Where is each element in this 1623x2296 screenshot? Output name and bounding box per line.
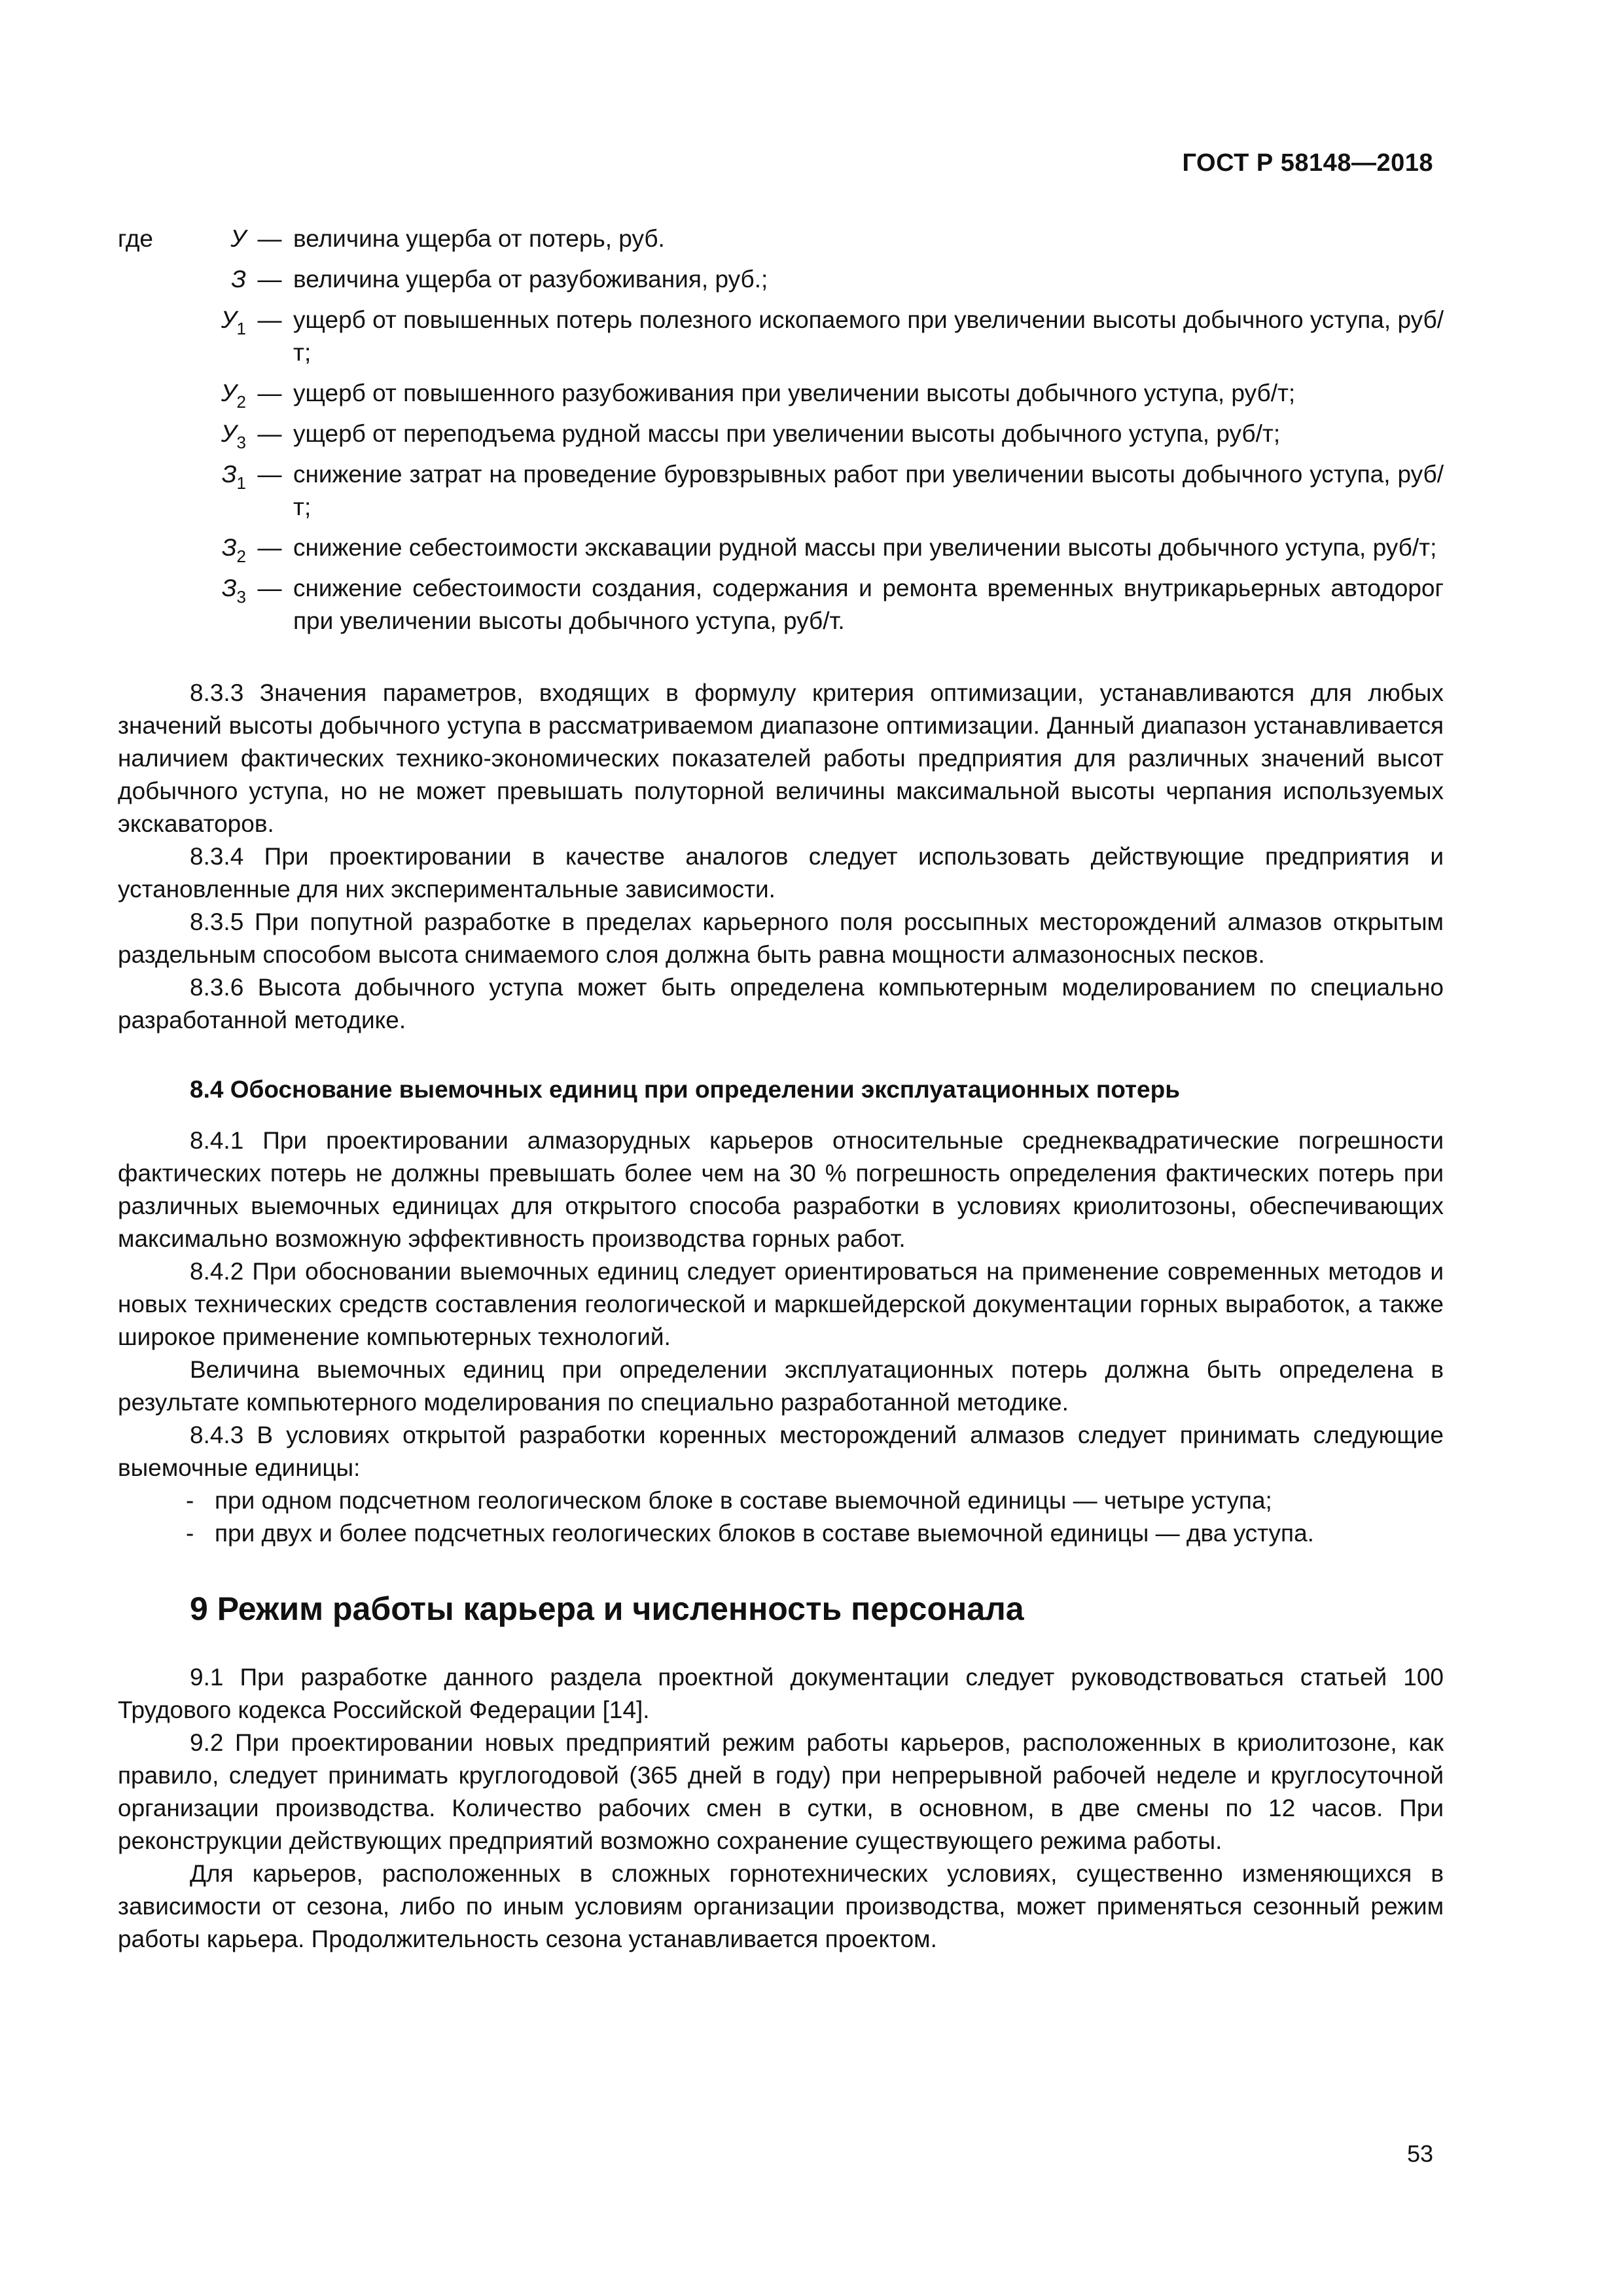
paragraph-8-3-6: 8.3.6 Высота добычного уступа может быть определена компьютерным моделированием по специально разработанной методике. [118,974,1444,1033]
dash: — [257,575,282,601]
definition-row [118,418,1444,450]
dash: — [257,380,282,406]
list-item-text: при двух и более подсчетных геологических блоков в составе выемочной единицы — два уступа. [215,1520,1314,1547]
symbol: $З_1$ [221,461,246,493]
paragraph-8-3-4: 8.3.4 При проектировании в качестве аналогов следует использовать действующие предприятия и установленные для них экспериментальные зависимости. [118,843,1444,903]
paragraph-8-4-3: 8.4.3 В условиях открытой разработки коренных месторождений алмазов следует принимать следующие выемочные единицы: [118,1422,1444,1481]
paragraph-8-4-1: 8.4.1 При проектировании алмазорудных карьеров относительные среднеквадратические погрешности фактических потерь не должны превышать более чем на 30 % погрешность определения фактических потерь при различных выемочных единицах для открытого способа разработки в условиях криолитозоны, обеспечивающих максимально возможную эффективность производства горных работ. [118,1127,1444,1252]
dash: — [257,306,282,333]
paragraph-9-2-continued: Для карьеров, расположенных в сложных горнотехнических условиях, существенно изменяющихся в зависимости от сезона, либо по иным условиям организации производства, может применяться сезонный режим работы карьера. Продолжительность сезона устанавливается проектом. [118,1860,1444,1952]
symbol: $З_3$ [221,575,246,607]
definition-row [118,223,1444,255]
dash-bullet: - [186,1487,194,1514]
page-number: 53 [1406,2140,1433,2167]
paragraph-8-4-2: 8.4.2 При обосновании выемочных единиц следует ориентироваться на применение современных методов и новых технических средств составления геологической и маркшейдерской документации горных выработок, а также широкое применение компьютерных технологий. [118,1258,1444,1350]
definition-row [118,263,1444,296]
paragraph-9-1: 9.1 При разработке данного раздела проектной документации следует руководствоваться статьей 100 Трудового кодекса Российской Федерации [14]. [118,1664,1444,1723]
definitions-list [118,223,1444,637]
symbol: У [230,225,246,252]
definition-text: величина ущерба от разубоживания, руб.; [293,266,768,293]
section-heading-9: 9 Режим работы карьера и численность персонала [190,1590,1024,1627]
definition-text: ущерб от повышенных потерь полезного ископаемого при увеличении высоты добычного уступа, руб/т; [293,306,1444,366]
definition-text: снижение затрат на проведение буровзрывных работ при увеличении высоты добычного уступа, руб/т; [293,461,1444,520]
definition-text: величина ущерба от потерь, руб. [293,225,665,252]
paragraph-8-4-2-continued: Величина выемочных единиц при определении эксплуатационных потерь должна быть определена в результате компьютерного моделирования по специально разработанной методике. [118,1356,1444,1416]
definition-text: ущерб от повышенного разубоживания при увеличении высоты добычного уступа, руб/т; [293,380,1296,406]
definition-row [118,458,1444,524]
document-code-header: ГОСТ Р 58148—2018 [1182,149,1433,177]
definition-row [118,531,1444,564]
symbol: $У_2$ [221,380,246,412]
definition-row [118,377,1444,410]
list-item [118,1484,1444,1517]
symbol: З [231,266,246,293]
excavation-units-list [118,1484,1444,1550]
where-label: где [118,225,154,252]
dash: — [257,266,282,293]
dash: — [257,225,282,252]
symbol: $У_3$ [221,420,246,452]
definition-text: снижение себестоимости создания, содержания и ремонта временных внутрикарьерных автодорог при увеличении высоты добычного уступа, руб/т. [293,575,1444,634]
list-item-text: при одном подсчетном геологическом блоке в составе выемочной единицы — четыре уступа; [215,1487,1272,1514]
dash: — [257,420,282,447]
symbol: $У_1$ [221,306,246,338]
page-content [118,223,1444,1956]
definition-row [118,572,1444,637]
paragraph-9-2: 9.2 При проектировании новых предприятий режим работы карьеров, расположенных в криолитозоне, как правило, следует принимать круглогодовой (365 дней в году) при непрерывной рабочей неделе и круглосуточной организации производства. Количество рабочих смен в сутки, в основном, в две смены по 12 часов. При реконструкции действующих предприятий возможно сохранение существующего режима работы. [118,1729,1444,1854]
dash-bullet: - [186,1520,194,1547]
dash: — [257,461,282,488]
subsection-heading-8-4: 8.4 Обоснование выемочных единиц при определении эксплуатационных потерь [190,1076,1180,1103]
dash: — [257,534,282,561]
list-item [118,1517,1444,1550]
definition-text: ущерб от переподъема рудной массы при увеличении высоты добычного уступа, руб/т; [293,420,1281,447]
paragraph-8-3-5: 8.3.5 При попутной разработке в пределах карьерного поля россыпных месторождений алмазов открытым раздельным способом высота снимаемого слоя должна быть равна мощности алмазоносных песков. [118,908,1444,968]
paragraph-8-3-3: 8.3.3 Значения параметров, входящих в формулу критерия оптимизации, устанавливаются для любых значений высоты добычного уступа в рассматриваемом диапазоне оптимизации. Данный диапазон устанавливается наличием фактических технико-экономических показателей работы предприятия для различных значений высот добычного уступа, но не может превышать полуторной величины максимальной высоты черпания используемых экскаваторов. [118,679,1444,837]
definition-row [118,304,1444,369]
definition-text: снижение себестоимости экскавации рудной массы при увеличении высоты добычного уступа, руб/т; [293,534,1437,561]
symbol: $З_2$ [221,534,246,566]
